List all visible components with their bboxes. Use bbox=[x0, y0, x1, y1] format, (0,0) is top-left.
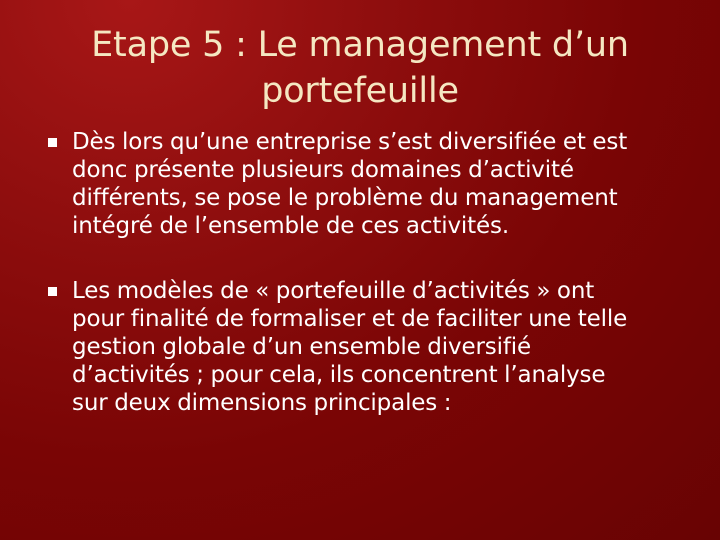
bullet-item bbox=[56, 128, 706, 240]
slide-title-line: portefeuille bbox=[261, 71, 459, 111]
bullet-list bbox=[56, 128, 706, 417]
bullet-text-line: sur deux dimensions principales : bbox=[72, 390, 452, 416]
slide-title bbox=[60, 22, 660, 114]
bullet-text-line: intégré de l’ensemble de ces activités. bbox=[72, 213, 510, 239]
bullet-text-line: différents, se pose le problème du management bbox=[72, 185, 618, 211]
bullet-text-line: d’activités ; pour cela, ils concentrent l’analyse bbox=[72, 362, 606, 388]
bullet-text-line: Dès lors qu’une entreprise s’est diversifiée et est bbox=[72, 129, 628, 155]
square-bullet-icon bbox=[48, 138, 57, 147]
bullet-item bbox=[56, 277, 706, 417]
bullet-text-line: gestion globale d’un ensemble diversifié bbox=[72, 334, 532, 360]
bullet-text-line: pour finalité de formaliser et de faciliter une telle bbox=[72, 306, 628, 332]
slide-title-line: Etape 5 : Le management d’un bbox=[91, 25, 629, 65]
bullet-text-line: Les modèles de « portefeuille d’activités » ont bbox=[72, 278, 595, 304]
bullet-text-line: donc présente plusieurs domaines d’activité bbox=[72, 157, 574, 183]
square-bullet-icon bbox=[48, 287, 57, 296]
